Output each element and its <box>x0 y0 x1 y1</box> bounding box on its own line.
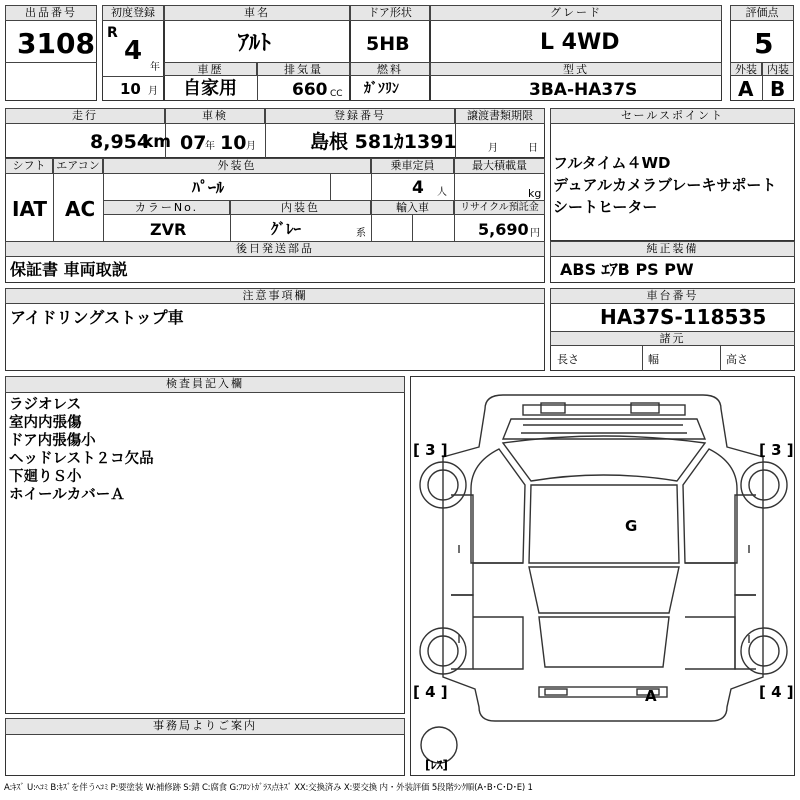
inspection-year: 07 <box>180 132 207 154</box>
sales-point-item: フルタイム４WD <box>553 154 671 172</box>
shift-header: シフト <box>5 158 53 174</box>
month-unit: 月 <box>148 86 158 97</box>
int-color-header: 内装色 <box>230 200 371 215</box>
ext-color-value: ﾊﾟｰﾙ <box>192 178 225 197</box>
registration-number: 島根 581ｶ1391 <box>310 131 457 153</box>
later-parts-header: 後日発送部品 <box>5 241 545 257</box>
legend-text: A:ｷｽﾞ U:ﾍｺﾐ B:ｷｽﾞを伴うﾍｺﾐ P:要塗装 W:補修跡 S:錆 C:腐食 G:ﾌﾛﾝﾄｶﾞﾗｽ点ｷｽﾞ XX:交換済み X:要交換 内・外装評価 5段階ﾗﾝｸ順(A･B･C･D･E) 1 <box>4 783 533 793</box>
aircon-value: AC <box>65 197 96 221</box>
inspection-month: 10 <box>220 132 247 154</box>
model-code-header: 型式 <box>430 62 722 76</box>
width-label: 幅 <box>648 353 659 366</box>
inspector-note-item: ラジオレス <box>9 397 82 413</box>
sales-point-header: セールスポイント <box>550 108 795 124</box>
damage-mark-roof: G <box>625 517 638 535</box>
chassis-header: 車台番号 <box>550 288 795 304</box>
mileage-header: 走行 <box>5 108 165 124</box>
tire-left-front-label: [ 3 ] <box>413 441 448 459</box>
inspector-note-item: ヘッドレスト２コ欠品 <box>9 451 154 467</box>
spare-tire-label: [ﾚｽ] <box>425 758 448 772</box>
sales-point-item: シートヒーター <box>553 198 658 216</box>
tire-right-front-label: [ 3 ] <box>759 441 794 459</box>
aircon-header: エアコン <box>53 158 103 174</box>
first-registration-header: 初度登録 <box>102 5 164 21</box>
grade-value: L 4WD <box>540 30 620 55</box>
lot-number: 3108 <box>17 27 95 60</box>
max-load-header: 最大積載量 <box>454 158 545 174</box>
inspector-header: 検査員記入欄 <box>5 376 405 393</box>
score-header: 評価点 <box>730 5 794 21</box>
shift-value: IAT <box>12 197 48 221</box>
door-type: 5HB <box>366 33 410 55</box>
capacity-unit: 人 <box>437 187 447 198</box>
car-name-header: 車名 <box>164 5 350 21</box>
color-no-value: ZVR <box>150 220 187 239</box>
notes-value: アイドリングストップ車 <box>10 308 184 327</box>
office-header: 事務局よりご案内 <box>5 718 405 735</box>
inspection-month-unit: 月 <box>246 141 256 152</box>
fuel-header: 燃料 <box>350 62 430 76</box>
capacity-value: 4 <box>412 178 424 198</box>
inspector-note-item: 室内内張傷 <box>9 415 82 431</box>
interior-grade: B <box>770 77 786 101</box>
lot-number-header: 出品番号 <box>5 5 97 21</box>
transfer-day: 日 <box>528 143 538 154</box>
import-header: 輸入車 <box>371 200 454 215</box>
registration-month: 10 <box>120 80 141 98</box>
displacement-unit: CC <box>330 89 343 99</box>
inspector-note-item: ホイールカバーＡ <box>9 487 125 503</box>
genuine-equip-value: ABS ｴｱB PS PW <box>560 260 694 279</box>
interior-grade-header: 内装 <box>762 62 794 76</box>
inspector-notes-list <box>9 396 399 504</box>
dimensions-header: 諸元 <box>550 331 795 346</box>
genuine-equip-header: 純正装備 <box>550 241 795 257</box>
recycle-unit: 円 <box>530 228 540 239</box>
inspector-note-item: 下廻りＳ小 <box>9 469 82 485</box>
exterior-grade: A <box>738 77 754 101</box>
model-code: 3BA-HA37S <box>529 80 638 100</box>
displacement-value: 660 <box>292 80 328 100</box>
max-load-unit: kg <box>528 187 542 200</box>
door-type-header: ドア形状 <box>350 5 430 21</box>
ext-color-header: 外装色 <box>103 158 371 174</box>
chassis-number: HA37S-118535 <box>600 305 767 329</box>
year-unit: 年 <box>150 62 160 73</box>
fuel-type: ｶﾞｿﾘﾝ <box>364 81 399 97</box>
notes-header: 注意事項欄 <box>5 288 545 304</box>
transfer-doc-header: 譲渡書類期限 <box>455 108 545 124</box>
inspection-year-unit: 年 <box>205 141 215 152</box>
sales-point-list <box>553 152 793 218</box>
sales-point-item: デュアルカメラブレーキサポート <box>553 176 777 194</box>
recycle-header: リサイクル預託金 <box>454 200 545 215</box>
exterior-grade-header: 外装 <box>730 62 762 76</box>
mileage-unit: km <box>142 132 172 152</box>
capacity-header: 乗車定員 <box>371 158 454 174</box>
inspector-note-item: ドア内張傷小 <box>9 433 96 449</box>
history-header: 車歴 <box>164 62 257 76</box>
displacement-header: 排気量 <box>257 62 350 76</box>
registration-year: 4 <box>124 36 143 66</box>
score-value: 5 <box>754 27 774 60</box>
era-label: R <box>107 25 118 41</box>
car-name: ｱﾙﾄ <box>238 31 272 56</box>
later-parts-value: 保証書 車両取説 <box>10 260 128 279</box>
transfer-month: 月 <box>488 143 498 154</box>
grade-header: グレード <box>430 5 722 21</box>
recycle-value: 5,690 <box>478 220 529 239</box>
int-color-value: ｸﾞﾚｰ <box>271 220 302 238</box>
tire-left-rear-label: [ 4 ] <box>413 683 448 701</box>
registration-header: 登録番号 <box>265 108 455 124</box>
car-damage-diagram <box>410 376 795 776</box>
tire-right-rear-label: [ 4 ] <box>759 683 794 701</box>
inspection-header: 車検 <box>165 108 265 124</box>
history-value: 自家用 <box>183 78 237 99</box>
mileage-value: 8,954 <box>90 131 151 153</box>
color-no-header: カラーNo. <box>103 200 230 215</box>
length-label: 長さ <box>557 353 579 366</box>
int-color-suffix: 系 <box>356 228 366 239</box>
height-label: 高さ <box>726 353 748 366</box>
car-outline <box>411 377 796 777</box>
damage-mark-rear: A <box>645 687 657 705</box>
